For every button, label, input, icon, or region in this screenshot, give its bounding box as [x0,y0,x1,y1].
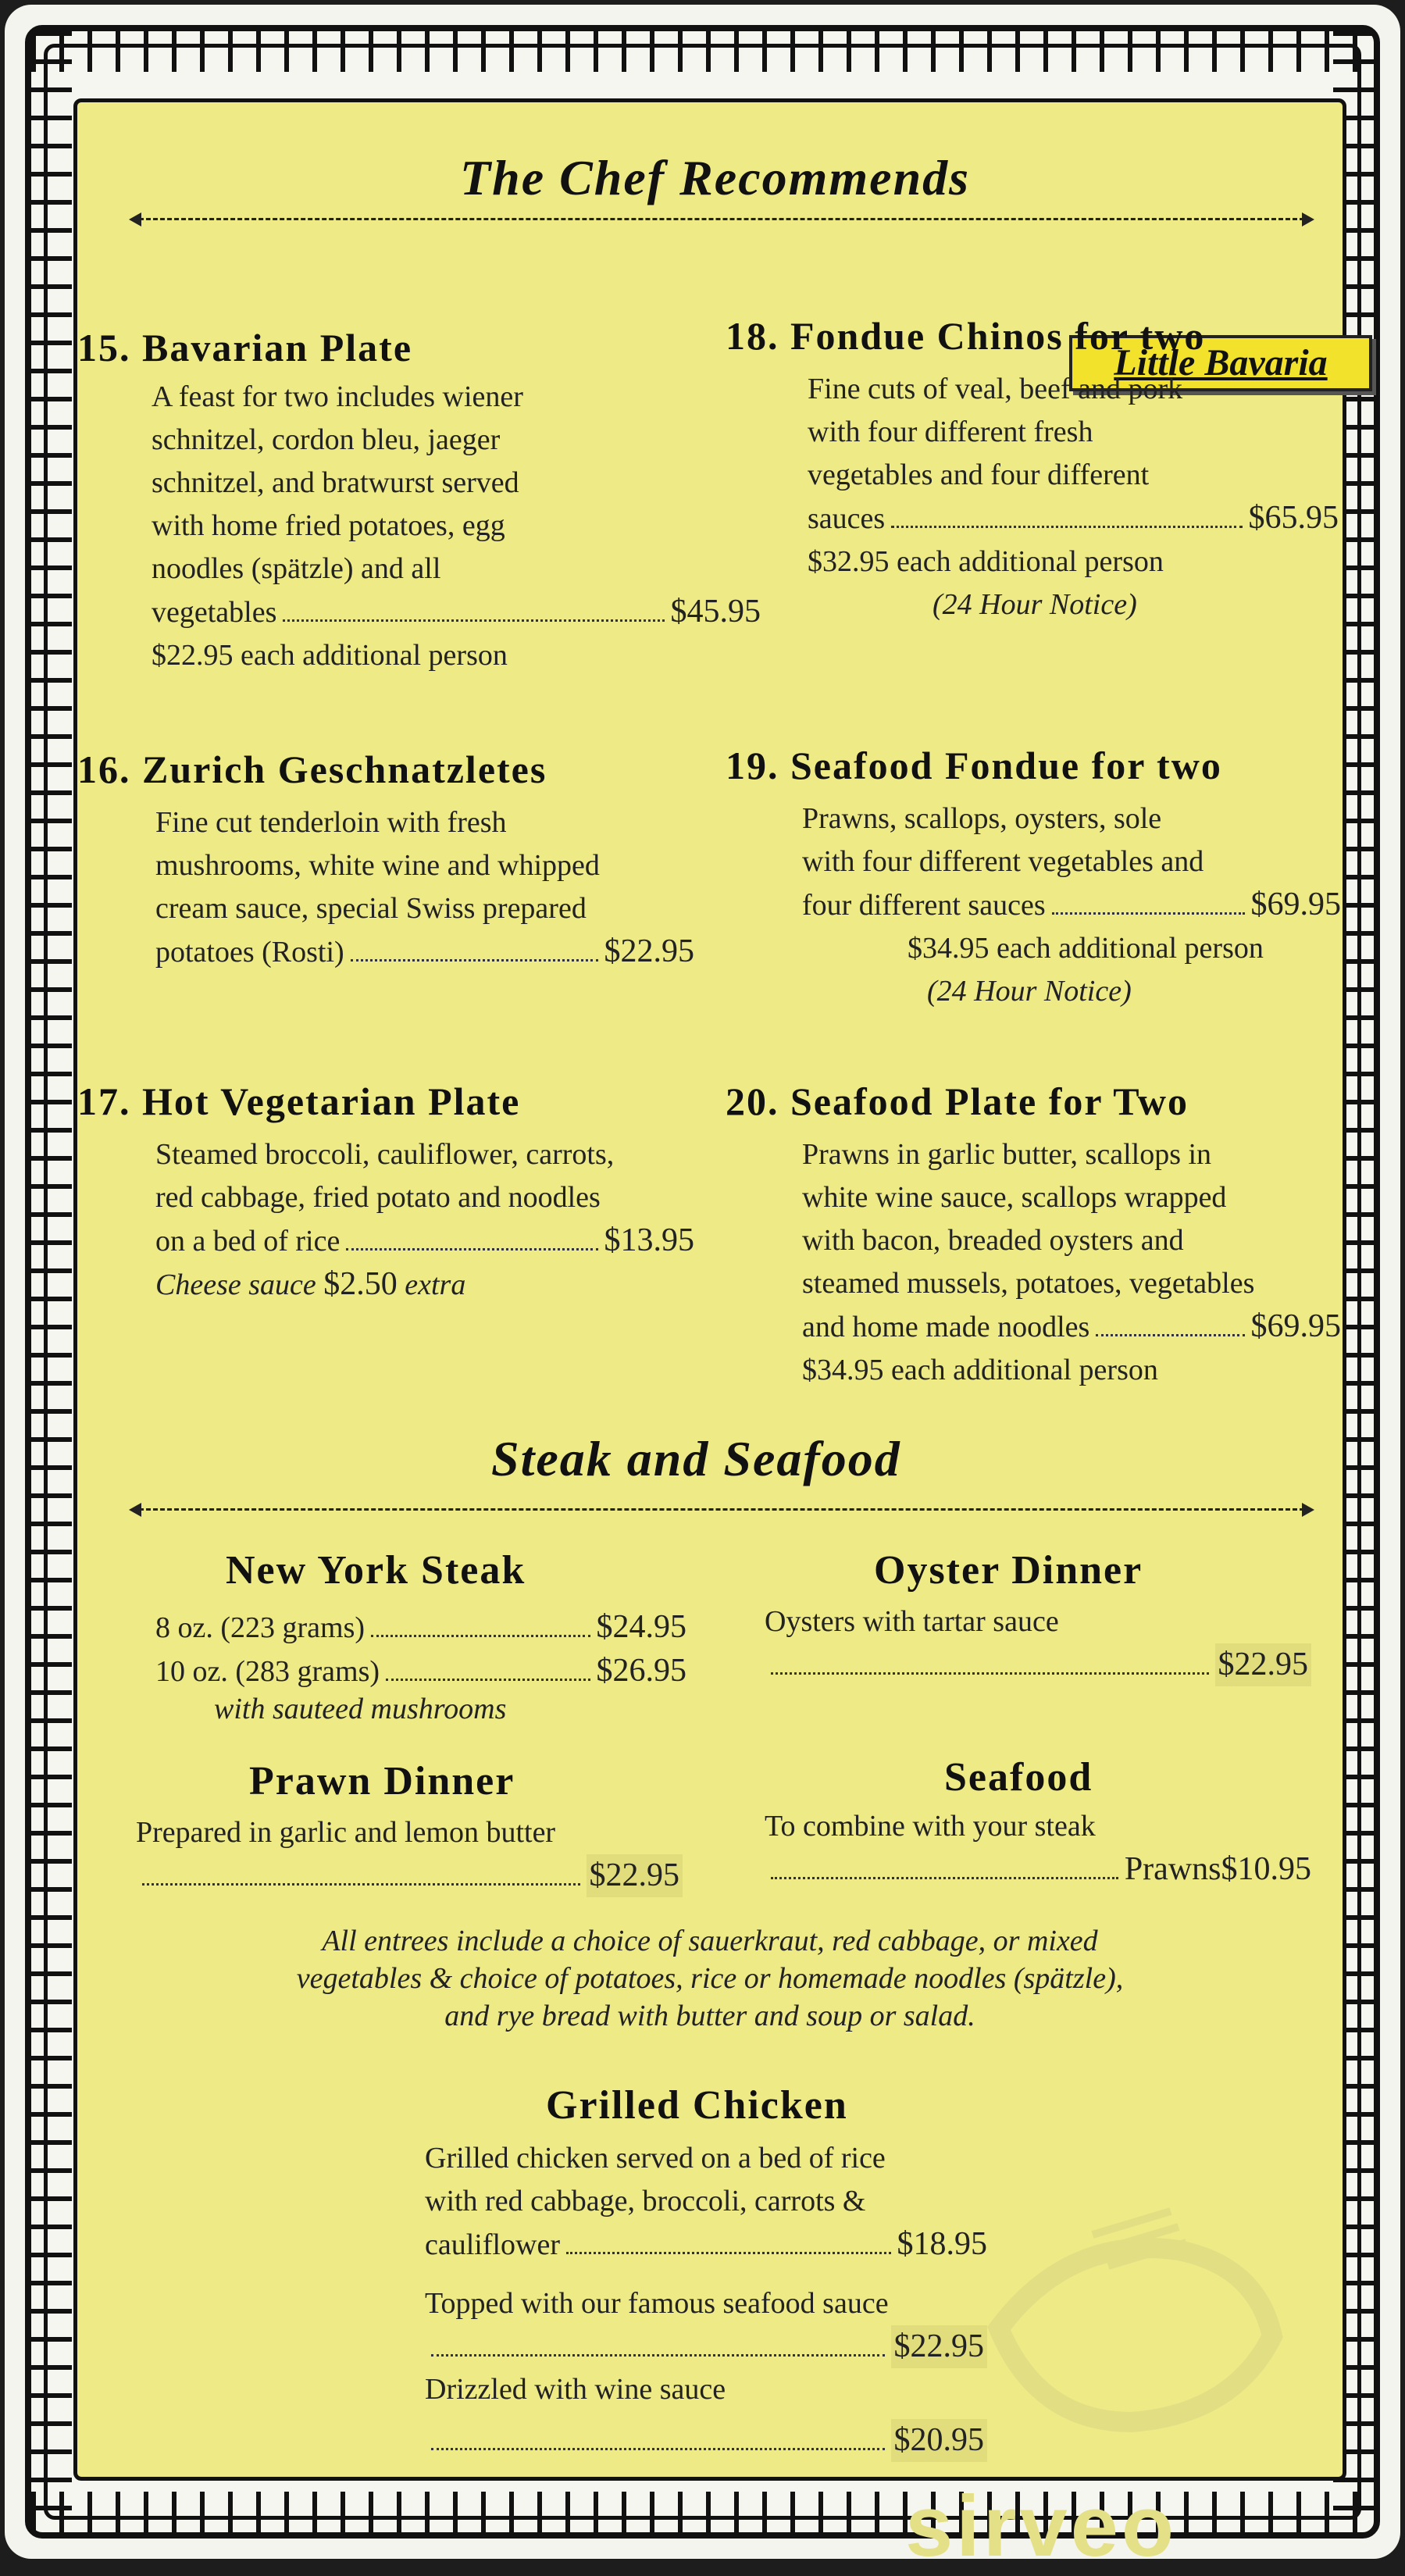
restaurant-badge: Little Bavaria [1069,335,1372,391]
chicken-price: $18.95 [897,2226,987,2262]
seafood-prawns-label: Prawns [1124,1851,1221,1887]
oyster-title: Oyster Dinner [874,1548,1143,1593]
oyster-price: $22.95 [1215,1643,1312,1686]
steak-title: New York Steak [226,1548,526,1593]
item-20-extra: $34.95 each additional person [802,1354,1158,1386]
seafood-title: Seafood [944,1755,1093,1800]
item-15-price: $45.95 [670,594,761,630]
item-16-title: 16. Zurich Geschnatzletes [77,747,547,791]
chicken-title: Grilled Chicken [546,2083,848,2128]
item-20-price: $69.95 [1250,1308,1341,1344]
item-15-extra: $22.95 each additional person [152,639,508,672]
oyster-desc: Oysters with tartar sauce $22.95 [765,1600,1311,1686]
item-19-title: 19. Seafood Fondue for two [726,744,1222,787]
item-19-price: $69.95 [1250,887,1341,922]
item-15-desc: A feast for two includes wiener schnitzel, cordon bleu, jaeger schnitzel, and bratwurst served with home fried potatoes, egg noodles (spätzle) and all vegetables $45.95 $22.95 each additional person [152,376,761,677]
item-17-note: Cheese sauce $2.50 extra [155,1266,466,1302]
menu-page [5,5,1400,2574]
chicken-seafood-sauce-price: $22.95 [891,2325,988,2368]
page-title: The Chef Recommends [460,150,971,205]
watermark-text: sirveo [905,2478,1178,2574]
item-19-desc: Prawns, scallops, oysters, sole with four different vegetables and four different sauces $69.95 $34.95 each additional person (24 Hour Notice) [802,797,1341,1013]
chicken-wine-sauce-price: $20.95 [891,2419,988,2462]
item-20-desc: Prawns in garlic butter, scallops in white wine sauce, scallops wrapped with bacon, breaded oysters and steamed mussels, potatoes, vegetables and home made noodles $69.95 $34.95 each additional person [802,1133,1341,1392]
item-19-notice: (24 Hour Notice) [927,975,1132,1008]
item-16-desc: Fine cut tenderloin with fresh mushrooms, white wine and whipped cream sauce, special Swiss prepared potatoes (Rosti) $22.95 [155,801,694,974]
steak-price-10oz: $26.95 [596,1653,686,1689]
item-15-title: 15. Bavarian Plate [77,326,413,369]
item-17-desc: Steamed broccoli, cauliflower, carrots, red cabbage, fried potato and noodles on a bed of rice $13.95 Cheese sauce $2.50 extra [155,1133,694,1307]
item-20-title: 20. Seafood Plate for Two [726,1079,1189,1123]
item-17-title: 17. Hot Vegetarian Plate [77,1079,521,1123]
seafood-price: $10.95 [1221,1851,1311,1887]
item-18-notice: (24 Hour Notice) [933,588,1137,621]
menu-panel [73,98,1346,2574]
prawn-price: $22.95 [587,1854,683,1897]
section-steak-seafood-title: Steak and Seafood [491,1431,901,1486]
title-arrow-divider [132,218,1311,220]
item-18-desc: Fine cuts of veal, beef and pork with four different fresh vegetables and four different sauces $65.95 $32.95 each additional person (24 Hour Notice) [808,368,1339,626]
chicken-desc: Grilled chicken served on a bed of rice with red cabbage, broccoli, carrots & cauliflower $18.95 Topped with our famous seafood sauce $22.95 Drizzled with wine sauce $20.95 [425,2137,987,2462]
item-18-extra: $32.95 each additional person [808,545,1164,578]
seafood-desc: To combine with your steak Prawns $10.95 [765,1805,1311,1891]
item-18-price: $65.95 [1248,500,1339,536]
item-18-title: 18. Fondue Chinos for two [726,314,1206,358]
prawn-title: Prawn Dinner [249,1759,515,1804]
entrees-note: All entrees include a choice of sauerkraut, red cabbage, or mixed vegetables & choice of potatoes, rice or homemade noodles (spätzle), and rye bread with butter and soup or salad. [296,1925,1124,2032]
item-19-extra: $34.95 each additional person [908,932,1264,965]
prawn-desc: Prepared in garlic and lemon butter $22.95 [136,1811,683,1897]
item-16-price: $22.95 [604,933,694,969]
steak-options: 8 oz. (223 grams) $24.95 10 oz. (283 grams) $26.95 with sauteed mushrooms [155,1606,686,1725]
steak-price-8oz: $24.95 [596,1609,686,1645]
section-arrow-divider [132,1508,1311,1511]
item-17-price: $13.95 [604,1222,694,1258]
